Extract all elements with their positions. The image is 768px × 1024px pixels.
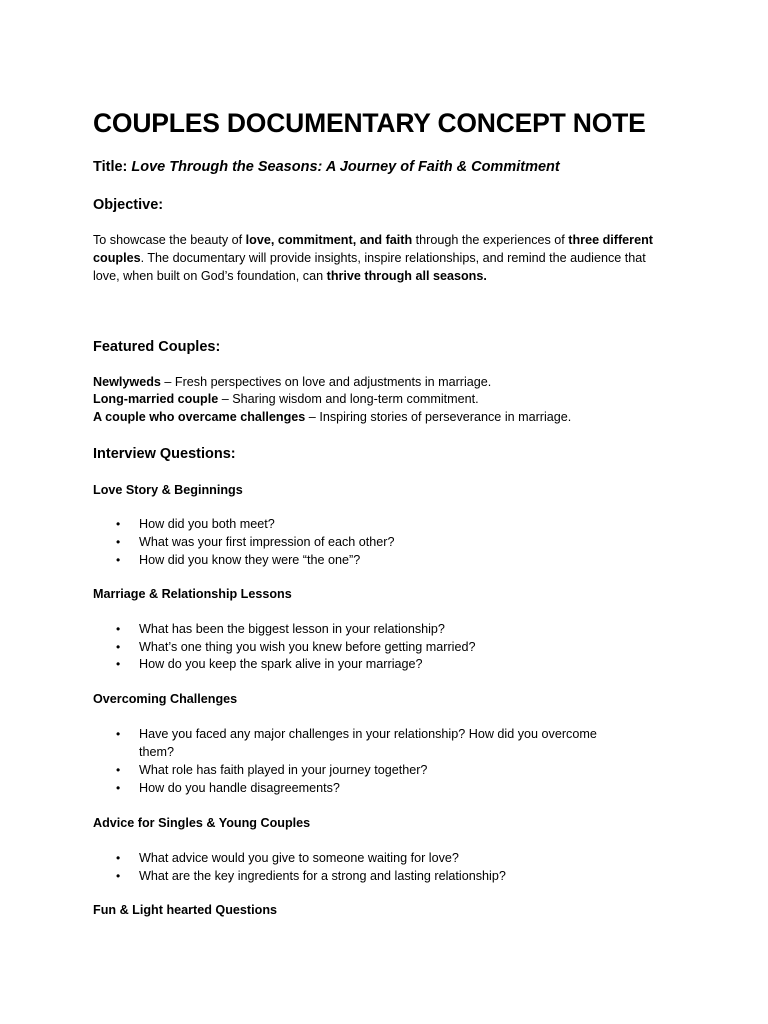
couple-item (93, 408, 571, 426)
bullet-icon: • (116, 622, 121, 636)
objective-emphasis: three different couples (93, 233, 653, 265)
question-item: What’s one thing you wish you knew before getting married? (139, 640, 476, 654)
question-item: What role has faith played in your journey together? (139, 763, 428, 777)
couple-desc: – Inspiring stories of perseverance in marriage. (305, 410, 572, 424)
objective-text: through the experiences of (412, 233, 569, 247)
question-item: How did you both meet? (139, 517, 275, 531)
bullet-icon: • (116, 851, 121, 865)
bullet-icon: • (116, 553, 121, 567)
objective-emphasis: love, commitment, and faith (245, 233, 413, 247)
couple-desc: – Sharing wisdom and long-term commitment. (218, 392, 479, 406)
couple-item (93, 390, 479, 408)
featured-couples-heading: Featured Couples: (93, 339, 221, 355)
bullet-icon: • (116, 535, 121, 549)
couple-item (93, 373, 491, 391)
section-heading: Advice for Singles & Young Couples (93, 816, 311, 830)
objective-text: To showcase the beauty of (93, 233, 246, 247)
question-item: Have you faced any major challenges in your relationship? How did you overcome (139, 727, 597, 741)
section-heading: Overcoming Challenges (93, 692, 238, 706)
question-item: What has been the biggest lesson in your relationship? (139, 622, 445, 636)
section-heading: Fun & Light hearted Questions (93, 903, 278, 917)
bullet-icon: • (116, 640, 121, 654)
couple-name: A couple who overcame challenges (93, 410, 306, 424)
objective-heading: Objective: (93, 197, 164, 213)
title-line (93, 157, 560, 177)
couple-desc: – Fresh perspectives on love and adjustments in marriage. (160, 375, 492, 389)
objective-paragraph (93, 231, 673, 285)
bullet-icon: • (116, 657, 121, 671)
couple-name: Long-married couple (93, 392, 219, 406)
interview-questions-heading: Interview Questions: (93, 446, 236, 462)
couple-name: Newlyweds (93, 375, 161, 389)
question-item: What was your first impression of each other? (139, 535, 395, 549)
section-heading: Love Story & Beginnings (93, 483, 243, 497)
document-title: COUPLES DOCUMENTARY CONCEPT NOTE (93, 108, 646, 138)
objective-emphasis: thrive through all seasons. (326, 269, 487, 283)
title-label: Title: (93, 159, 128, 175)
objective-text: . The documentary will provide insights, inspire relationships, and remind the audience that love, when built on God’s foundation, can (93, 251, 646, 283)
bullet-icon: • (116, 763, 121, 777)
question-item: How did you know they were “the one”? (139, 553, 361, 567)
title-value: Love Through the Seasons: A Journey of Faith & Commitment (131, 159, 560, 175)
question-item: What advice would you give to someone waiting for love? (139, 851, 459, 865)
bullet-icon: • (116, 869, 121, 883)
question-item: What are the key ingredients for a strong and lasting relationship? (139, 869, 506, 883)
bullet-icon: • (116, 517, 121, 531)
question-item: How do you keep the spark alive in your marriage? (139, 657, 423, 671)
bullet-icon: • (116, 727, 121, 741)
question-item: How do you handle disagreements? (139, 781, 340, 795)
bullet-icon: • (116, 781, 121, 795)
section-heading: Marriage & Relationship Lessons (93, 587, 292, 601)
question-item-continued: them? (139, 745, 175, 759)
